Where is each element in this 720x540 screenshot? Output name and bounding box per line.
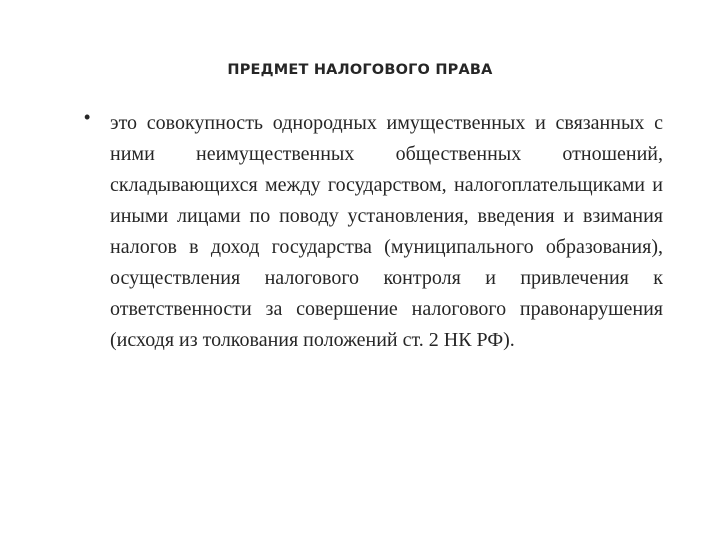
bullet-icon: • (84, 107, 91, 127)
slide-title: ПРЕДМЕТ НАЛОГОВОГО ПРАВА (227, 62, 493, 78)
definition-paragraph: это совокупность однородных имущественных и связанных с ними неимущественных общественных отношений, складывающихся между государством, налогоплательщиками и иными лицами по поводу установления, введения и взимания налогов в доход государства (муниципального образования), осуществления налогового контроля и привлечения к ответственности за совершение налогового правонарушения (исходя из толкования положений ст. 2 НК РФ). (110, 112, 663, 351)
